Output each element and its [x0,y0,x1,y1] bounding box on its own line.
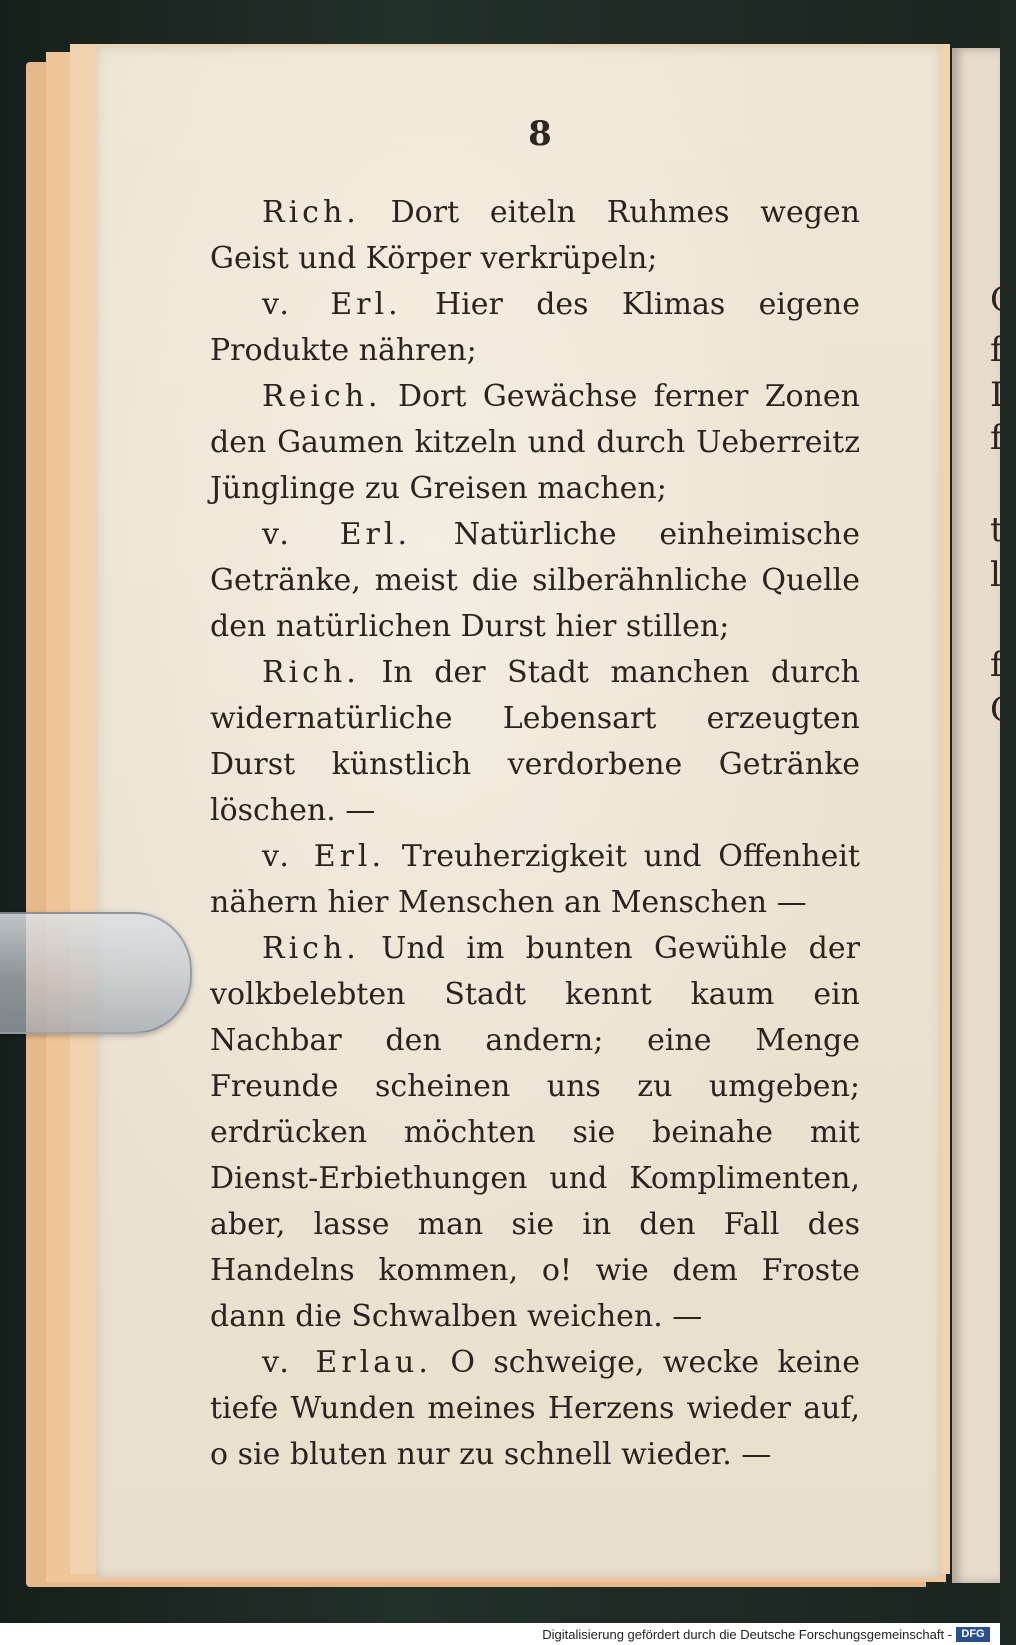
page-text [210,190,860,1478]
dialogue-text: O schweige, wecke keine tiefe Wunden meines Herzens wieder auf, o sie bluten nur zu schnell wieder. — [210,1345,860,1472]
dialogue-text: Und im bunten Gewühle der volkbelebten Stadt kennt kaum ein Nachbar den andern; eine Menge Freunde scheinen uns zu umgeben; erdrücken möchten sie beinahe mit Dienst-Erbiethungen und Komplimenten, aber, lasse man sie in den Fall des Handelns kommen, o! wie dem Froste dann die Schwalben weichen. — [210,931,860,1334]
facing-page [952,48,1000,1583]
facing-page-glyph: t [990,510,1004,550]
facing-page-glyph: L [990,375,1013,415]
facing-page-glyph: l [990,555,1001,595]
dialogue-paragraph [210,926,860,1340]
facing-page-glyph: f [990,645,1003,685]
facing-page-glyph: f [990,330,1003,370]
dialogue-text: Hier des Klimas eigene Produkte nähren; [210,287,860,368]
speaker-name: v. Erl. [262,839,386,874]
funding-credit: Digitalisierung gefördert durch die Deutsche Forschungsgemeinschaft - [542,1627,952,1642]
dialogue-paragraph [210,650,860,834]
facing-page-glyph: C [990,280,1016,320]
dfg-logo: DFG [956,1627,990,1642]
speaker-name: Rich. [262,655,360,690]
facing-page-glyph: C [990,690,1016,730]
speaker-name: v. Erl. [262,287,402,322]
dialogue-paragraph [210,282,860,374]
speaker-name: Reich. [262,379,382,414]
dialogue-paragraph [210,1340,860,1478]
footer-bar [0,1623,1000,1645]
page-number: 8 [528,114,552,154]
dialogue-paragraph [210,374,860,512]
dialogue-text: Dort eiteln Ruhmes wegen Geist und Körper verkrüpeln; [210,195,860,276]
dialogue-paragraph [210,190,860,282]
dialogue-paragraph [210,512,860,650]
dialogue-text: Treuherzigkeit und Offenheit nähern hier Menschen an Menschen — [210,839,860,920]
dialogue-text: Natürliche einheimische Getränke, meist die silberähnliche Quelle den natürlichen Durst hier stillen; [210,517,860,644]
speaker-name: v. Erl. [262,517,411,552]
dialogue-text: Dort Gewächse ferner Zonen den Gaumen kitzeln und durch Ueberreitz Jünglinge zu Greisen machen; [210,379,860,506]
dialogue-text: In der Stadt manchen durch widernatürliche Lebensart erzeugten Durst künstlich verdorbene Getränke löschen. — [210,655,860,828]
page-clip [0,912,192,1034]
facing-page-glyph: f [990,418,1003,458]
speaker-name: v. Erlau. [262,1345,432,1380]
speaker-name: Rich. [262,931,360,966]
speaker-name: Rich. [262,195,360,230]
dialogue-paragraph [210,834,860,926]
